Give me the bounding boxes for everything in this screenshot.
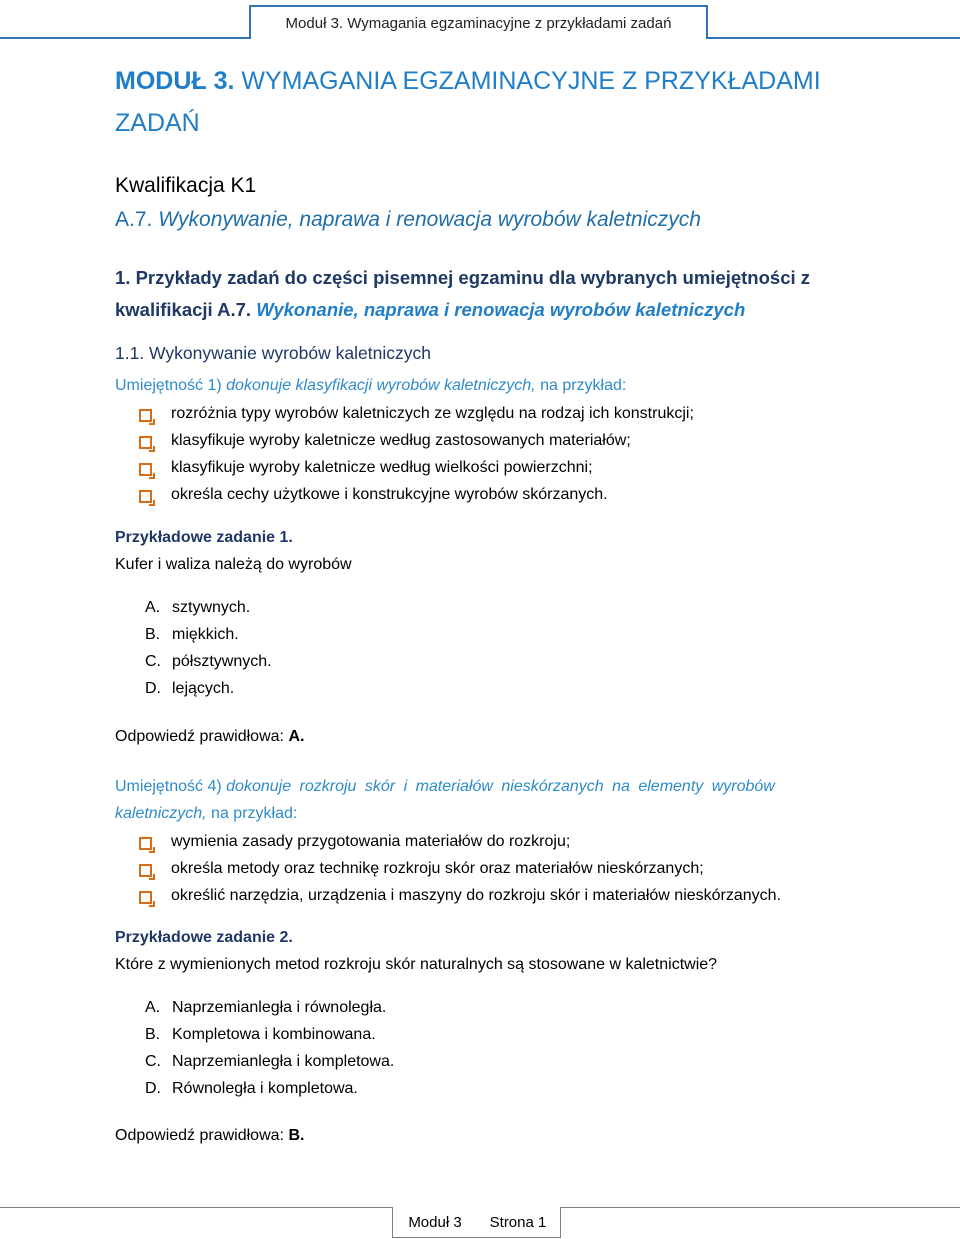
answer-option [145,1053,394,1071]
footer-page-number [476,1207,561,1238]
skill-4-description-cont: kaletniczych, [115,805,207,822]
bullet-square-icon [139,463,152,476]
list-item [139,432,631,450]
option-text: miękkich. [172,626,239,643]
footer-module-label: Moduł 3 [408,1213,462,1231]
header-rule-right [706,37,960,39]
option-letter: D. [145,680,161,697]
answer-option [145,653,272,671]
skill-1-heading [115,377,626,395]
list-item [139,405,694,423]
option-text: Kompletowa i kombinowana. [172,1026,376,1043]
footer-module [392,1207,478,1238]
option-letter: B. [145,626,161,643]
option-text: Naprzemianległa i kompletowa. [172,1053,395,1070]
answer-option [145,626,239,644]
list-item-text: określa metody oraz technikę rozkroju skór oraz materiałów nieskórzanych; [171,860,704,877]
bullet-square-icon [139,891,152,904]
option-text: lejących. [172,680,235,697]
running-header [249,5,708,39]
running-header-title: Moduł 3. Wymagania egzaminacyjne z przykładami zadań [285,14,672,32]
header-rule-left [0,37,249,39]
answer-option [145,1026,376,1044]
subsection-heading: 1.1. Wykonywanie wyrobów kaletniczych [115,343,431,363]
task-1-title: Przykładowe zadanie 1. [115,529,293,546]
answer-label: Odpowiedź prawidłowa: [115,728,284,745]
list-item [139,833,570,851]
skill-1-suffix: na przykład: [540,377,627,394]
skill-4-heading [115,778,775,796]
option-text: półsztywnych. [172,653,272,670]
option-text: Równoległa i kompletowa. [172,1080,358,1097]
answer-option [145,599,250,617]
option-letter: C. [145,653,161,670]
answer-value: B. [288,1127,305,1144]
answer-option [145,999,386,1017]
list-item-text: określić narzędzia, urządzenia i maszyny do rozkroju skór i materiałów nieskórzanych. [171,887,782,904]
qualification-code: A.7. [115,208,153,231]
answer-option [145,680,234,698]
list-item-text: klasyfikuje wyroby kaletnicze według wielkości powierzchni; [171,459,593,476]
qualification-name [115,208,701,232]
option-text: sztywnych. [172,599,251,616]
footer-rule-right [561,1207,960,1208]
skill-4-heading-cont [115,805,297,823]
page-title [115,60,855,144]
list-item [139,887,781,905]
option-letter: A. [145,999,161,1016]
list-item-text: rozróżnia typy wyrobów kaletniczych ze względu na rodzaj ich konstrukcji; [171,405,694,422]
qualification-label: Kwalifikacja K1 [115,174,257,197]
bullet-square-icon [139,409,152,422]
qualification-title: Wykonywanie, naprawa i renowacja wyrobów kaletniczych [158,208,701,231]
bullet-square-icon [139,864,152,877]
bullet-square-icon [139,837,152,850]
list-item [139,486,608,504]
section-heading-prefix: 1. Przykłady zadań do części pisemnej egzaminu dla wybranych umiejętności z kwalifikacji A.7. [115,267,811,320]
skill-4-suffix: na przykład: [211,805,298,822]
footer-rule-left [0,1207,392,1208]
option-letter: A. [145,599,161,616]
list-item [139,459,593,477]
list-item [139,860,704,878]
answer-option [145,1080,358,1098]
task-2-title: Przykładowe zadanie 2. [115,929,293,946]
module-number: MODUŁ 3. [115,67,235,95]
skill-1-prefix: Umiejętność 1) [115,377,222,394]
task-1-question: Kufer i waliza należą do wyrobów [115,556,352,573]
footer-page-label: Strona 1 [489,1213,547,1231]
bullet-square-icon [139,490,152,503]
list-item-text: klasyfikuje wyroby kaletnicze według zastosowanych materiałów; [171,432,631,449]
answer-value: A. [288,728,305,745]
module-title: WYMAGANIA EGZAMINACYJNE Z PRZYKŁADAMI ZADAŃ [115,67,821,137]
section-heading [115,262,855,326]
answer-label: Odpowiedź prawidłowa: [115,1127,284,1144]
option-text: Naprzemianległa i równoległa. [172,999,387,1016]
list-item-text: wymienia zasady przygotowania materiałów do rozkroju; [171,833,571,850]
skill-1-description: dokonuje klasyfikacji wyrobów kaletniczych, [226,377,536,394]
option-letter: B. [145,1026,161,1043]
section-heading-highlight: Wykonanie, naprawa i renowacja wyrobów kaletniczych [256,299,746,320]
skill-4-prefix: Umiejętność 4) [115,778,222,795]
task-2-question: Które z wymienionych metod rozkroju skór naturalnych są stosowane w kaletnictwie? [115,956,718,973]
task-2-answer [115,1127,304,1145]
task-1-answer [115,728,304,746]
bullet-square-icon [139,436,152,449]
list-item-text: określa cechy użytkowe i konstrukcyjne wyrobów skórzanych. [171,486,608,503]
option-letter: D. [145,1080,161,1097]
skill-4-description: dokonuje rozkroju skór i materiałów nieskórzanych na elementy wyrobów [226,778,775,795]
option-letter: C. [145,1053,161,1070]
